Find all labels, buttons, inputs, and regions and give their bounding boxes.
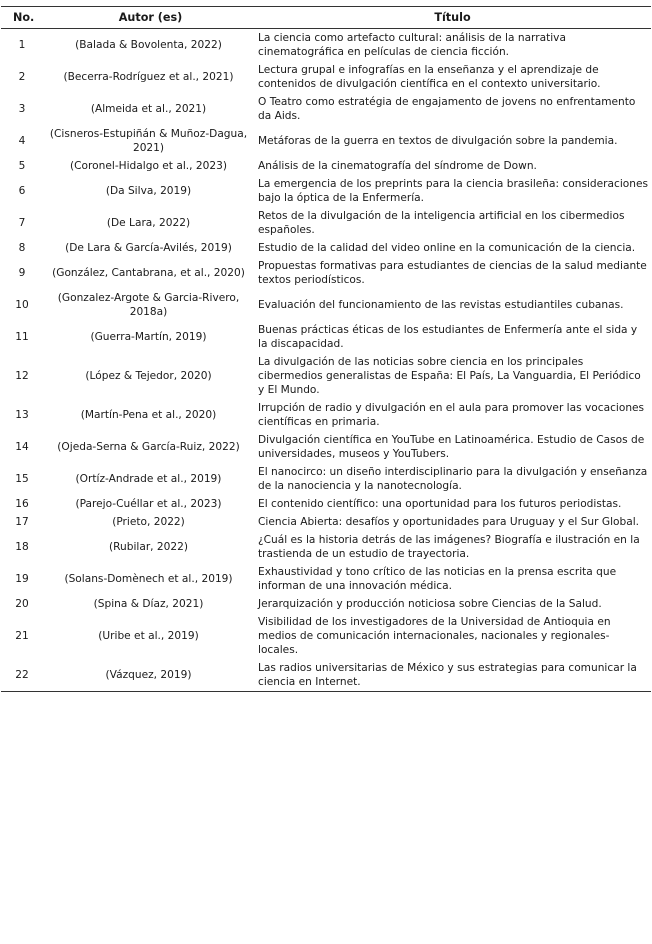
row-number: 16: [15, 498, 29, 510]
table-row: [1, 257, 651, 289]
row-number: 13: [15, 409, 29, 421]
row-title: Metáforas de la guerra en textos de divulgación sobre la pandemia.: [258, 135, 618, 147]
references-table: [1, 6, 651, 692]
row-author: (Ortíz-Andrade et al., 2019): [75, 473, 222, 485]
table-row: [1, 29, 651, 62]
row-title: El nanocirco: un diseño interdisciplinario para la divulgación y enseñanza de la nanociencia y la nanotecnología.: [258, 466, 648, 492]
table-row: [1, 613, 651, 659]
row-author: (López & Tejedor, 2020): [85, 370, 212, 382]
row-number: 21: [15, 630, 29, 642]
table-row: [1, 125, 651, 157]
row-author: (Uribe et al., 2019): [98, 630, 199, 642]
table-row: [1, 495, 651, 513]
row-number: 8: [18, 242, 26, 254]
row-number: 14: [15, 441, 29, 453]
row-number: 6: [18, 185, 26, 197]
table-row: [1, 321, 651, 353]
table-row: [1, 61, 651, 93]
row-number: 3: [18, 103, 26, 115]
row-title: La divulgación de las noticias sobre ciencia en los principales cibermedios generalistas de España: El País, La Vanguardia, El Periódico y El Mundo.: [258, 356, 641, 396]
row-title: Estudio de la calidad del video online en la comunicación de la ciencia.: [258, 242, 636, 254]
row-number: 5: [18, 160, 26, 172]
row-title: ¿Cuál es la historia detrás de las imágenes? Biografía e ilustración en la trastienda de un estudio de trayectoria.: [258, 534, 640, 560]
row-title: Retos de la divulgación de la inteligencia artificial en los cibermedios españoles.: [258, 210, 625, 236]
row-author: (Becerra-Rodríguez et al., 2021): [63, 71, 234, 83]
row-author: (Solans-Domènech et al., 2019): [64, 573, 233, 585]
header-no: No.: [1, 7, 47, 29]
row-title: Propuestas formativas para estudiantes de ciencias de la salud mediante textos periodísticos.: [258, 260, 647, 286]
header-author: Autor (es): [47, 7, 254, 29]
table-row: [1, 175, 651, 207]
row-number: 1: [18, 39, 26, 51]
row-number: 22: [1, 659, 47, 692]
row-number: 17: [15, 516, 29, 528]
table-row: [1, 513, 651, 531]
table-row: [1, 353, 651, 399]
row-title: La ciencia como artefacto cultural: análisis de la narrativa cinematográfica en películas de ciencia ficción.: [258, 32, 566, 58]
row-title: Exhaustividad y tono crítico de las noticias en la prensa escrita que informan de una innovación médica.: [258, 566, 617, 592]
row-author: (Gonzalez-Argote & Garcia-Rivero, 2018a): [57, 292, 240, 318]
row-author: (Guerra-Martín, 2019): [90, 331, 207, 343]
table-row: [1, 93, 651, 125]
row-author: (De Lara & García-Avilés, 2019): [65, 242, 232, 254]
table-body: [1, 29, 651, 692]
row-title: El contenido científico: una oportunidad para los futuros periodistas.: [258, 498, 622, 510]
row-title: Evaluación del funcionamiento de las revistas estudiantiles cubanas.: [258, 299, 624, 311]
table-row: [1, 563, 651, 595]
table-row: [1, 463, 651, 495]
row-number: 9: [18, 267, 26, 279]
row-title: La emergencia de los preprints para la ciencia brasileña: consideraciones bajo la óptica de la Enfermería.: [258, 178, 649, 204]
row-author: (Rubilar, 2022): [108, 541, 189, 553]
table-row: [1, 157, 651, 175]
row-author: (Prieto, 2022): [112, 516, 185, 528]
row-title: Irrupción de radio y divulgación en el aula para promover las vocaciones científicas en primaria.: [258, 402, 645, 428]
row-author: (Spina & Díaz, 2021): [93, 598, 204, 610]
row-number: 4: [18, 135, 26, 147]
row-number: 20: [15, 598, 29, 610]
table-row: [1, 289, 651, 321]
row-title: Jerarquización y producción noticiosa sobre Ciencias de la Salud.: [258, 598, 602, 610]
table-row: [1, 659, 651, 692]
row-title: Buenas prácticas éticas de los estudiantes de Enfermería ante el sida y la discapacidad.: [258, 324, 638, 350]
table-row: [1, 207, 651, 239]
row-number: 15: [15, 473, 29, 485]
row-author: (De Lara, 2022): [106, 217, 191, 229]
row-author: (González, Cantabrana, et al., 2020): [52, 267, 245, 279]
table-header: [1, 7, 651, 29]
row-title: Lectura grupal e infografías en la enseñanza y el aprendizaje de contenidos de divulgación científica en el contexto universitario.: [258, 64, 601, 90]
row-author: (Coronel-Hidalgo et al., 2023): [70, 160, 227, 172]
row-title: Visibilidad de los investigadores de la Universidad de Antioquia en medios de comunicación internacionales, nacionales y regionales-locales.: [258, 616, 611, 656]
row-author: (Cisneros-Estupiñán & Muñoz-Dagua, 2021): [49, 128, 248, 154]
table-row: [1, 595, 651, 613]
row-author: (Vázquez, 2019): [47, 659, 254, 692]
header-row: [1, 7, 651, 29]
row-number: 2: [18, 71, 26, 83]
row-number: 7: [18, 217, 26, 229]
row-title: O Teatro como estratégia de engajamento de jovens no enfrentamento da Aids.: [258, 96, 636, 122]
row-number: 19: [15, 573, 29, 585]
row-author: (Da Silva, 2019): [105, 185, 192, 197]
row-title: Ciencia Abierta: desafíos y oportunidades para Uruguay y el Sur Global.: [258, 516, 640, 528]
table-row: [1, 399, 651, 431]
row-author: (Almeida et al., 2021): [90, 103, 207, 115]
table-row: [1, 531, 651, 563]
row-author: (Balada & Bovolenta, 2022): [75, 39, 222, 51]
row-number: 11: [15, 331, 29, 343]
row-author: (Parejo-Cuéllar et al., 2023): [75, 498, 222, 510]
row-title: Análisis de la cinematografía del síndrome de Down.: [258, 160, 537, 172]
row-author: (Ojeda-Serna & García-Ruiz, 2022): [57, 441, 240, 453]
header-title: Título: [254, 7, 651, 29]
row-author: (Martín-Pena et al., 2020): [80, 409, 217, 421]
table-row: [1, 239, 651, 257]
row-title: Divulgación científica en YouTube en Latinoamérica. Estudio de Casos de universidades, museos y YouTubers.: [258, 434, 645, 460]
row-number: 12: [15, 370, 29, 382]
row-number: 10: [15, 299, 29, 311]
row-title: Las radios universitarias de México y sus estrategias para comunicar la ciencia en Internet.: [254, 659, 651, 692]
row-number: 18: [15, 541, 29, 553]
table-row: [1, 431, 651, 463]
